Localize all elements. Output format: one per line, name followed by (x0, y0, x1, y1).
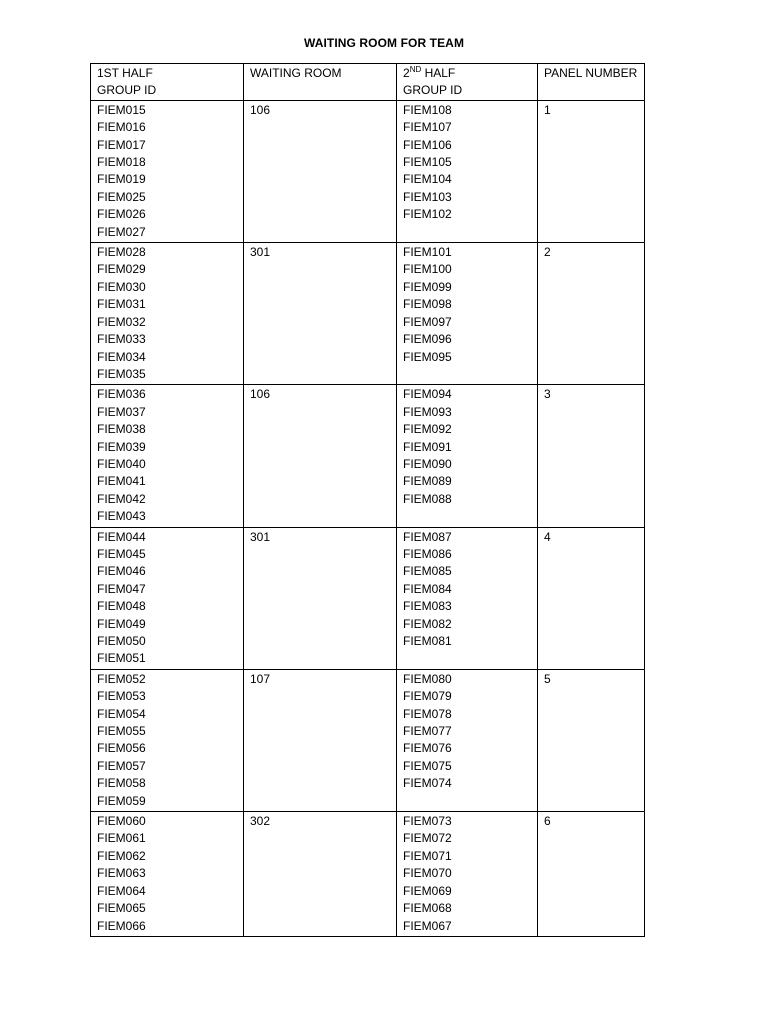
first-half-group-id: FIEM043 (97, 509, 146, 524)
second-half-group-id: FIEM079 (403, 689, 452, 704)
first-half-group-cell (91, 669, 244, 811)
first-half-group-id: FIEM035 (97, 366, 146, 381)
panel-number-cell (538, 243, 645, 385)
second-half-group-id: FIEM090 (403, 456, 452, 471)
first-half-group-id: FIEM033 (97, 332, 146, 347)
waiting-room-cell (244, 669, 397, 811)
waiting-room-number: 302 (250, 814, 271, 829)
first-half-group-id: FIEM029 (97, 262, 146, 277)
second-half-group-id: FIEM108 (403, 102, 452, 117)
second-half-group-id: FIEM083 (403, 599, 452, 614)
panel-number-cell (538, 527, 645, 669)
first-half-group-id: FIEM030 (97, 279, 146, 294)
panel-number: 6 (544, 814, 551, 829)
second-half-group-id: FIEM072 (403, 831, 452, 846)
second-half-group-id: FIEM097 (403, 314, 452, 329)
first-half-group-cell (91, 243, 244, 385)
first-half-group-id: FIEM047 (97, 581, 146, 596)
panel-number: 5 (544, 671, 551, 686)
second-half-group-id: FIEM098 (403, 297, 452, 312)
first-half-group-id: FIEM038 (97, 422, 146, 437)
first-half-group-id: FIEM056 (97, 741, 146, 756)
first-half-group-id: FIEM018 (97, 155, 146, 170)
waiting-room-cell (244, 385, 397, 527)
panel-number-cell (538, 385, 645, 527)
first-half-group-id: FIEM064 (97, 883, 146, 898)
waiting-room-number: 301 (250, 245, 271, 260)
second-half-group-id: FIEM103 (403, 189, 452, 204)
panel-number-cell (538, 812, 645, 937)
second-half-group-id: FIEM091 (403, 439, 452, 454)
second-half-group-id: FIEM089 (403, 474, 452, 489)
second-half-group-cell (397, 385, 538, 527)
second-half-group-id: FIEM093 (403, 404, 452, 419)
first-half-group-id: FIEM061 (97, 831, 146, 846)
first-half-group-id: FIEM044 (97, 529, 146, 544)
first-half-group-id: FIEM025 (97, 189, 146, 204)
second-half-group-id: FIEM071 (403, 848, 452, 863)
first-half-group-cell (91, 385, 244, 527)
second-half-group-id: FIEM107 (403, 120, 452, 135)
waiting-room-number: 301 (250, 529, 271, 544)
second-half-group-id: FIEM087 (403, 529, 452, 544)
first-half-group-id: FIEM057 (97, 758, 146, 773)
panel-number-cell (538, 100, 645, 242)
second-half-group-id: FIEM081 (403, 634, 452, 648)
panel-number: 1 (544, 102, 551, 117)
first-half-group-id: FIEM049 (97, 616, 146, 631)
second-half-group-id: FIEM073 (403, 814, 452, 829)
first-half-group-id: FIEM066 (97, 918, 146, 933)
first-half-group-id: FIEM063 (97, 866, 146, 881)
second-half-group-id: FIEM082 (403, 616, 452, 631)
first-half-group-id: FIEM054 (97, 706, 146, 721)
second-half-group-cell (397, 100, 538, 242)
first-half-group-id: FIEM051 (97, 651, 146, 666)
first-half-group-id: FIEM031 (97, 297, 146, 312)
first-half-group-cell (91, 527, 244, 669)
second-half-group-id: FIEM096 (403, 332, 452, 347)
header-second-half-number: 2 (403, 66, 410, 80)
page-title: WAITING ROOM FOR TEAM (303, 36, 465, 50)
header-second-half-sublabel: GROUP ID (403, 83, 463, 98)
first-half-group-id: FIEM042 (97, 491, 146, 506)
second-half-group-id: FIEM078 (403, 706, 452, 721)
second-half-group-id: FIEM085 (403, 564, 452, 579)
first-half-group-id: FIEM055 (97, 724, 146, 739)
table-body (91, 100, 645, 936)
first-half-group-id: FIEM046 (97, 564, 146, 579)
first-half-group-id: FIEM016 (97, 120, 146, 135)
waiting-room-table (90, 63, 645, 937)
header-second-half-ordinal: ND (409, 65, 422, 74)
second-half-group-cell (397, 812, 538, 937)
table-row (91, 812, 645, 937)
panel-number: 4 (544, 529, 551, 544)
first-half-group-id: FIEM028 (97, 245, 146, 260)
first-half-group-cell (91, 812, 244, 937)
header-second-half-label (403, 65, 531, 82)
table-row (91, 527, 645, 669)
second-half-group-cell (397, 669, 538, 811)
first-half-group-id: FIEM039 (97, 439, 146, 454)
second-half-group-id: FIEM068 (403, 901, 452, 916)
first-half-group-id: FIEM059 (97, 793, 146, 808)
second-half-group-id: FIEM074 (403, 776, 452, 791)
first-half-group-id: FIEM019 (97, 172, 146, 187)
second-half-group-id: FIEM086 (403, 546, 452, 561)
first-half-group-id: FIEM048 (97, 599, 146, 614)
first-half-group-id: FIEM017 (97, 137, 146, 152)
second-half-group-id: FIEM100 (403, 262, 452, 277)
waiting-room-number: 106 (250, 387, 271, 402)
second-half-group-id: FIEM088 (403, 491, 452, 506)
panel-number: 3 (544, 387, 551, 402)
header-first-half-label: 1ST HALF (97, 66, 153, 80)
panel-number-cell (538, 669, 645, 811)
second-half-group-id: FIEM070 (403, 866, 452, 881)
waiting-room-cell (244, 243, 397, 385)
header-first-half-sublabel: GROUP ID (97, 83, 157, 98)
second-half-group-id: FIEM069 (403, 883, 452, 898)
first-half-group-id: FIEM015 (97, 102, 146, 117)
panel-number: 2 (544, 245, 551, 260)
second-half-group-id: FIEM080 (403, 671, 452, 686)
first-half-group-id: FIEM060 (97, 814, 146, 829)
second-half-group-id: FIEM095 (403, 349, 452, 364)
second-half-group-id: FIEM094 (403, 387, 452, 402)
table-header-row (91, 64, 645, 101)
second-half-group-id: FIEM076 (403, 741, 452, 756)
second-half-group-id: FIEM102 (403, 207, 452, 222)
second-half-group-id: FIEM099 (403, 279, 452, 294)
second-half-group-id: FIEM104 (403, 172, 452, 187)
second-half-group-id: FIEM106 (403, 137, 452, 152)
waiting-room-number: 106 (250, 102, 271, 117)
second-half-group-cell (397, 243, 538, 385)
header-second-half-word: HALF (421, 66, 456, 80)
waiting-room-number: 107 (250, 671, 271, 686)
first-half-group-id: FIEM045 (97, 546, 146, 561)
first-half-group-id: FIEM058 (97, 776, 146, 791)
table-row (91, 243, 645, 385)
header-first-half-group-id (91, 64, 244, 101)
first-half-group-id: FIEM065 (97, 901, 146, 916)
first-half-group-id: FIEM027 (97, 224, 146, 239)
waiting-room-cell (244, 812, 397, 937)
first-half-group-id: FIEM036 (97, 387, 146, 402)
table-row (91, 385, 645, 527)
second-half-group-id: FIEM077 (403, 724, 452, 739)
second-half-group-cell (397, 527, 538, 669)
second-half-group-id: FIEM084 (403, 581, 452, 596)
second-half-group-id: FIEM067 (403, 918, 452, 933)
header-panel-number (538, 64, 645, 101)
first-half-group-id: FIEM034 (97, 349, 146, 364)
first-half-group-id: FIEM053 (97, 689, 146, 704)
first-half-group-id: FIEM062 (97, 848, 146, 863)
first-half-group-id: FIEM041 (97, 474, 146, 489)
header-waiting-room (244, 64, 397, 101)
second-half-group-id: FIEM092 (403, 422, 452, 437)
waiting-room-cell (244, 527, 397, 669)
first-half-group-id: FIEM026 (97, 207, 146, 222)
table-row (91, 669, 645, 811)
second-half-group-id: FIEM075 (403, 758, 452, 773)
first-half-group-id: FIEM052 (97, 671, 146, 686)
first-half-group-id: FIEM050 (97, 634, 146, 648)
second-half-group-id: FIEM105 (403, 155, 452, 170)
header-waiting-room-label: WAITING ROOM (250, 66, 342, 80)
header-panel-number-label: PANEL NUMBER (544, 66, 638, 80)
second-half-group-id: FIEM101 (403, 245, 452, 260)
table-row (91, 100, 645, 242)
waiting-room-cell (244, 100, 397, 242)
first-half-group-id: FIEM037 (97, 404, 146, 419)
first-half-group-id: FIEM032 (97, 314, 146, 329)
first-half-group-id: FIEM040 (97, 456, 146, 471)
header-second-half-group-id (397, 64, 538, 101)
first-half-group-cell (91, 100, 244, 242)
